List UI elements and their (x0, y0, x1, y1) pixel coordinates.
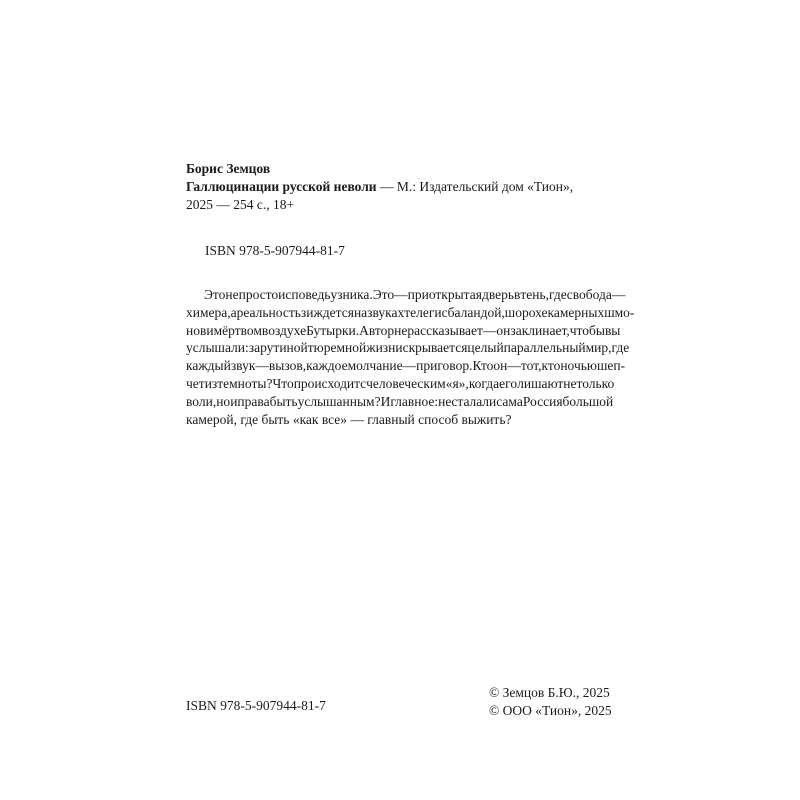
copyright-publisher: © ООО «Тион», 2025 (489, 703, 612, 718)
copyright-block (489, 684, 612, 720)
annotation-line: камерой, где быть «как все» — главный способ выжить? (186, 411, 512, 427)
isbn-footer: ISBN 978-5-907944-81-7 (186, 698, 326, 713)
biblio-line-author (186, 160, 606, 178)
bibliographic-record (186, 160, 606, 214)
annotation-paragraph (186, 286, 635, 428)
annotation-line: воли, но и права быть услышанным? И главное: не стала ли сама Россия большой (186, 393, 614, 409)
biblio-line-title (186, 178, 606, 196)
copyright-author: © Земцов Б.Ю., 2025 (489, 685, 610, 700)
publication-info: — М.: Издательский дом «Тион», (376, 179, 574, 194)
annotation-line: химера, а реальность зиждется на звуках телеги с баландой, шорохе камерных шмо- (186, 304, 635, 320)
book-title: Галлюцинации русской неволи (186, 179, 377, 194)
biblio-line-year-pages: 2025 — 254 с., 18+ (186, 197, 295, 212)
author-name: Борис Земцов (186, 161, 271, 176)
annotation-line: каждый звук — вызов, каждое молчание — приговор. Кто он — тот, кто ночью шеп- (186, 358, 626, 374)
annotation-line: Это не просто исповедь узника. Это — приоткрытая дверь в тень, где свобода — (204, 287, 626, 302)
annotation-line: чет из темноты? Что происходит с человеческим «я», когда его лишают не только (186, 375, 615, 391)
isbn-record: ISBN 978-5-907944-81-7 (205, 243, 345, 258)
annotation-line: услышали: за рутиной тюремной жизни скрывается целый параллельный мир, где (186, 340, 630, 356)
annotation-line: нов и мёртвом воздухе Бутырки. Автор не рассказывает — он заклинает, чтобы вы (186, 322, 621, 338)
